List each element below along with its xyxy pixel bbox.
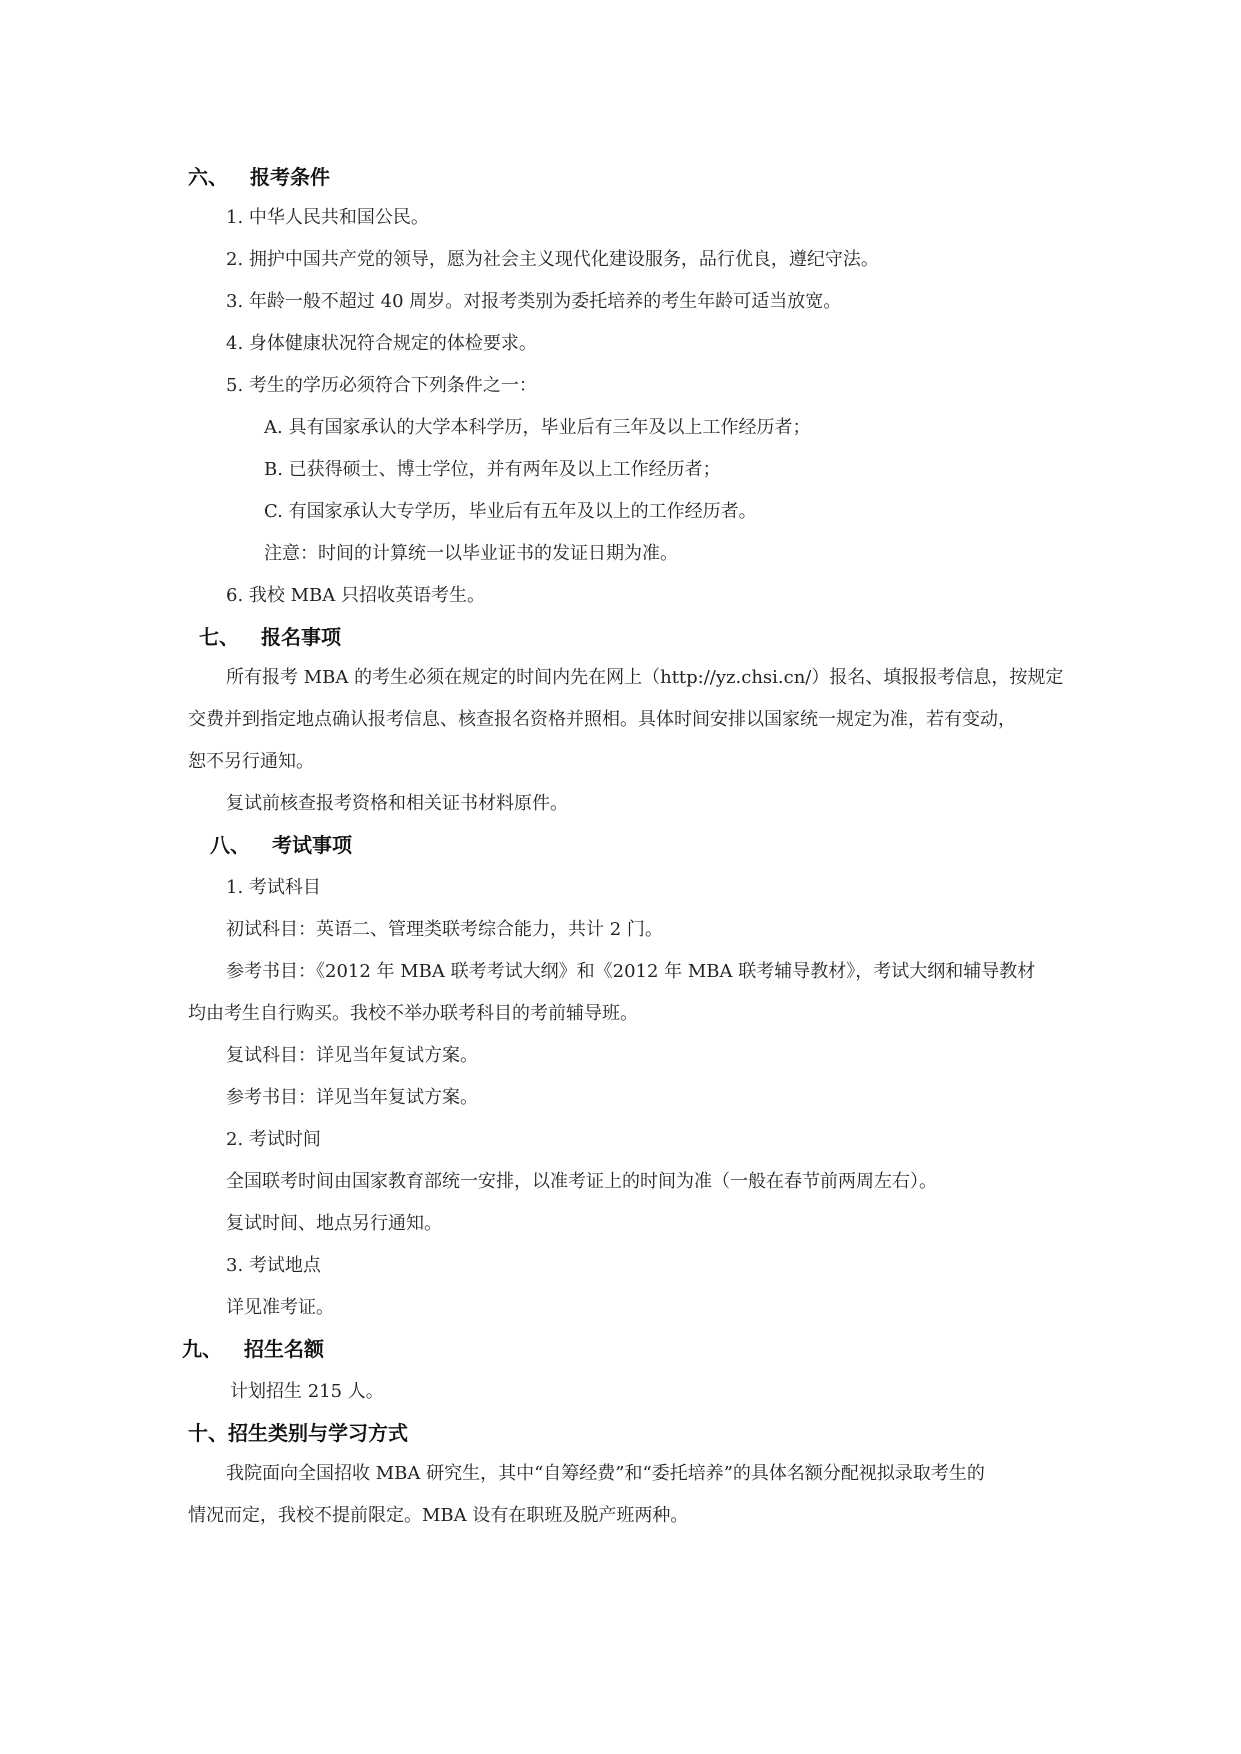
section-9-text: 计划招生 215 人。: [230, 1381, 384, 1402]
section-8-retest-time: 复试时间、地点另行通知。: [226, 1213, 442, 1234]
section-10-para-line-1: 我院面向全国招收 MBA 研究生，其中“自筹经费”和“委托培养”的具体名额分配视拟录取考生的: [226, 1463, 985, 1484]
section-7-number: 七、: [199, 625, 239, 649]
section-6-sub-item-a: A. 具有国家承认的大学本科学历，毕业后有三年及以上工作经历者；: [264, 417, 811, 438]
section-9-heading: [182, 1336, 324, 1362]
section-7-para-1-line-1: 所有报考 MBA 的考生必须在规定的时间内先在网上（http://yz.chsi.cn/）报名、填报报考信息，按规定: [226, 667, 1064, 688]
section-8-initial-subjects: 初试科目：英语二、管理类联考综合能力，共计 2 门。: [226, 919, 663, 940]
section-7-para-2: 复试前核查报考资格和相关证书材料原件。: [226, 793, 568, 814]
section-10-para-line-2: 情况而定，我校不提前限定。MBA 设有在职班及脱产班两种。: [188, 1505, 689, 1526]
section-6-item-1: 1. 中华人民共和国公民。: [226, 207, 429, 228]
section-8-retest-books: 参考书目：详见当年复试方案。: [226, 1087, 478, 1108]
section-8-exam-place: 详见准考证。: [226, 1297, 334, 1318]
section-6-sub-item-b: B. 已获得硕士、博士学位，并有两年及以上工作经历者；: [264, 459, 721, 480]
section-8-ref-books-line-1: 参考书目：《2012 年 MBA 联考考试大纲》和《2012 年 MBA 联考辅导教材》，考试大纲和辅导教材: [226, 961, 1036, 982]
section-6-item-2: 2. 拥护中国共产党的领导，愿为社会主义现代化建设服务，品行优良，遵纪守法。: [226, 249, 879, 270]
section-6-item-4: 4. 身体健康状况符合规定的体检要求。: [226, 333, 537, 354]
section-7-para-1-line-3: 恕不另行通知。: [188, 751, 314, 772]
section-8-exam-time: 全国联考时间由国家教育部统一安排，以准考证上的时间为准（一般在春节前两周左右）。: [226, 1171, 937, 1192]
section-8-sub-1-title: 1. 考试科目: [226, 877, 321, 898]
section-8-ref-books-line-2: 均由考生自行购买。我校不举办联考科目的考前辅导班。: [188, 1003, 638, 1024]
section-9-title: 招生名额: [244, 1337, 324, 1361]
section-6-item-3: 3. 年龄一般不超过 40 周岁。对报考类别为委托培养的考生年龄可适当放宽。: [226, 291, 842, 312]
section-8-title: 考试事项: [272, 833, 352, 857]
section-9-number: 九、: [182, 1337, 222, 1361]
section-7-heading: [199, 624, 341, 650]
section-10-heading: 十、招生类别与学习方式: [188, 1421, 408, 1445]
section-6-item-5: 5. 考生的学历必须符合下列条件之一：: [226, 375, 537, 396]
section-6-heading: [188, 164, 330, 190]
section-8-retest-subjects: 复试科目：详见当年复试方案。: [226, 1045, 478, 1066]
section-8-sub-2-title: 2. 考试时间: [226, 1129, 321, 1150]
section-6-note: 注意：时间的计算统一以毕业证书的发证日期为准。: [264, 543, 678, 564]
section-8-sub-3-title: 3. 考试地点: [226, 1255, 321, 1276]
section-6-number: 六、: [188, 165, 228, 189]
section-6-sub-item-c: C. 有国家承认大专学历，毕业后有五年及以上的工作经历者。: [264, 501, 757, 522]
section-8-number: 八、: [210, 833, 250, 857]
section-6-title: 报考条件: [250, 165, 330, 189]
section-6-item-6: 6. 我校 MBA 只招收英语考生。: [226, 585, 485, 606]
section-8-heading: [210, 832, 352, 858]
section-7-para-1-line-2: 交费并到指定地点确认报考信息、核查报名资格并照相。具体时间安排以国家统一规定为准，若有变动，: [188, 709, 1016, 730]
section-7-title: 报名事项: [261, 625, 341, 649]
